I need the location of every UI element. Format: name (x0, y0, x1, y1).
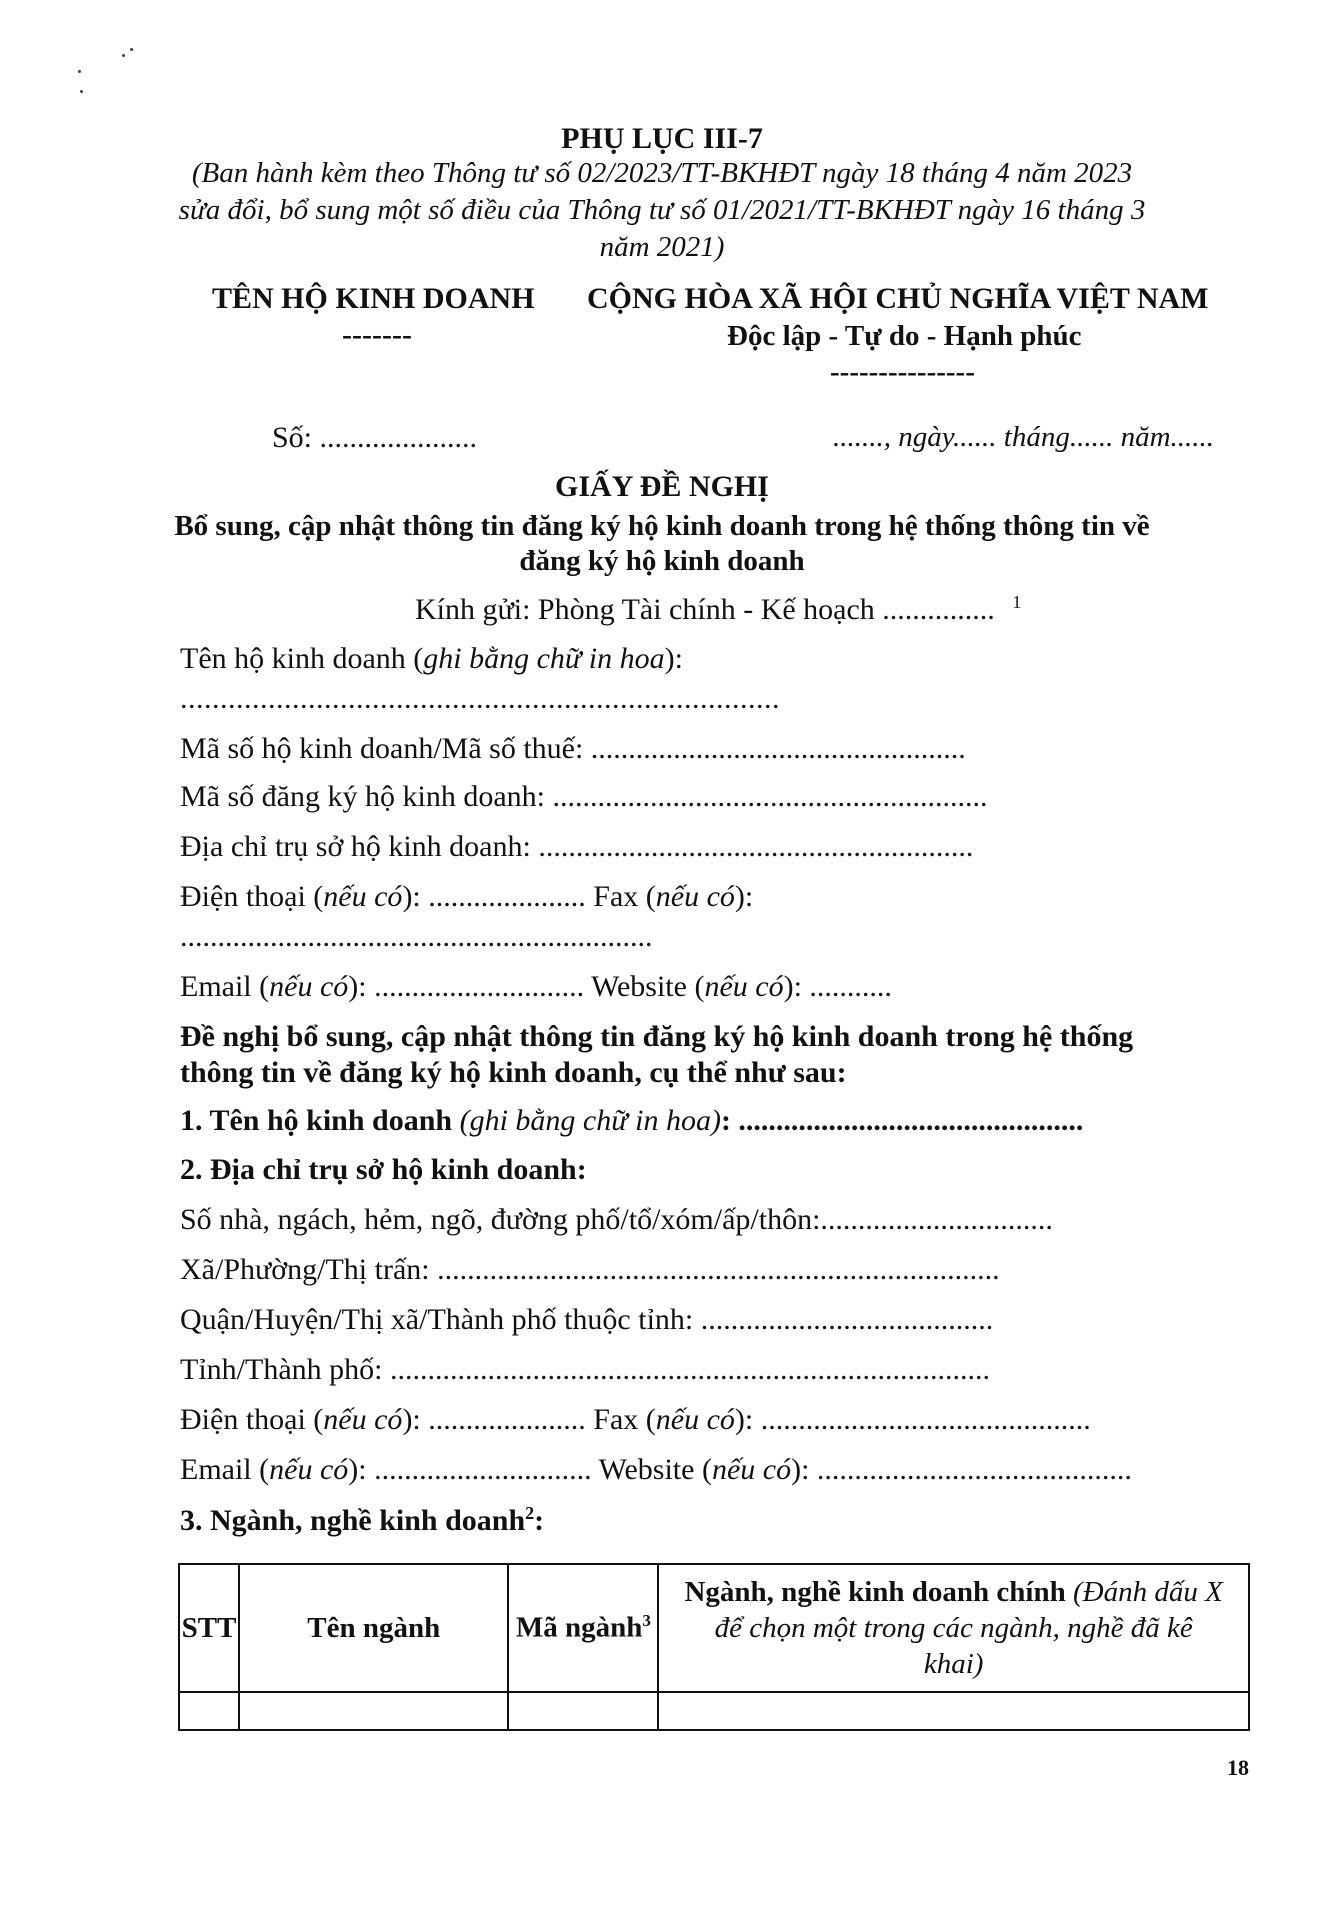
business-name-label: Tên hộ kinh doanh (ghi bằng chữ in hoa): (180, 642, 683, 675)
page-number: 18 (1227, 1755, 1249, 1780)
recipient-text: Kính gửi: Phòng Tài chính - Kế hoạch ............... (415, 593, 995, 626)
phone-fax-field-2[interactable]: Điện thoại (nếu có): ..................... Fax (nếu có): ............................................ (180, 1403, 1091, 1436)
country-name: CỘNG HÒA XÃ HỘI CHỦ NGHĨA VIỆT NAM (587, 282, 1209, 315)
table-row (179, 1692, 1249, 1730)
district-field[interactable]: Quận/Huyện/Thị xã/Thành phố thuộc tỉnh: ....................................... (180, 1303, 994, 1336)
issue-note-line3: năm 2021) (599, 231, 725, 263)
registration-code-field[interactable]: Mã số đăng ký hộ kinh doanh: .......................................................... (180, 780, 988, 813)
date-field[interactable]: ......., ngày...... tháng...... năm...... (833, 421, 1215, 453)
section3-heading: 3. Ngành, nghề kinh doanh$^2$: (180, 1503, 545, 1537)
col-industry-name: Tên ngành (239, 1564, 508, 1692)
issue-note-line2: sửa đổi, bổ sung một số điều của Thông tư số 01/2021/TT-BKHĐT ngày 16 tháng 3 (178, 194, 1146, 226)
scan-specks (78, 48, 148, 108)
form-title: GIẤY ĐỀ NGHỊ (555, 470, 769, 503)
footnote-marker-1: 1 (1012, 592, 1022, 612)
email-website-field-2[interactable]: Email (nếu có): ............................. Website (nếu có): .......................................... (180, 1453, 1132, 1486)
issue-note-line1: (Ban hành kèm theo Thông tư số 02/2023/TT-BKHĐT ngày 18 tháng 4 năm 2023 (191, 157, 1133, 189)
recipient-line (415, 592, 1021, 627)
business-lines-table (178, 1563, 1250, 1731)
cell-main-industry[interactable] (658, 1692, 1249, 1730)
col-main-industry: Ngành, nghề kinh doanh chính (Đánh dấu X để chọn một trong các ngành, nghề đã kê khai) (658, 1564, 1249, 1692)
appendix-title: PHỤ LỤC III-7 (561, 122, 763, 155)
form-subtitle-line2: đăng ký hộ kinh doanh (519, 545, 805, 577)
email-website-field[interactable]: Email (nếu có): ............................ Website (nếu có): ........... (180, 970, 892, 1003)
address-field[interactable]: Địa chỉ trụ sở hộ kinh doanh: .......................................................... (180, 830, 974, 863)
street-field[interactable]: Số nhà, ngách, hẻm, ngõ, đường phố/tổ/xóm/ấp/thôn:............................... (180, 1203, 1053, 1236)
table-header-row (179, 1564, 1249, 1692)
business-name-field[interactable]: ........................................................................... (180, 682, 780, 715)
col-industry-code: Mã ngành$^3$ (508, 1564, 658, 1692)
col-stt: STT (179, 1564, 239, 1692)
tax-code-field[interactable]: Mã số hộ kinh doanh/Mã số thuế: .................................................. (180, 732, 966, 765)
ward-field[interactable]: Xã/Phường/Thị trấn: ........................................................................... (180, 1253, 1000, 1286)
cell-stt[interactable] (179, 1692, 239, 1730)
fax-continuation-field[interactable]: ............................................................... (180, 920, 653, 953)
section1-business-name[interactable]: 1. Tên hộ kinh doanh (ghi bằng chữ in hoa): .............................................. (180, 1104, 1084, 1137)
section2-heading: 2. Địa chỉ trụ sở hộ kinh doanh: (180, 1153, 587, 1186)
left-rule: ------- (342, 318, 412, 351)
cell-industry-code[interactable] (508, 1692, 658, 1730)
document-number-field[interactable]: Số: ..................... (272, 421, 478, 454)
request-line2: thông tin về đăng ký hộ kinh doanh, cụ thể như sau: (180, 1056, 847, 1089)
cell-industry-name[interactable] (239, 1692, 508, 1730)
phone-fax-field[interactable]: Điện thoại (nếu có): ..................... Fax (nếu có): (180, 880, 754, 913)
business-name-heading: TÊN HỘ KINH DOANH (212, 282, 535, 315)
province-field[interactable]: Tỉnh/Thành phố: ................................................................................ (180, 1353, 990, 1386)
request-line1: Đề nghị bổ sung, cập nhật thông tin đăng ký hộ kinh doanh trong hệ thống (180, 1020, 1134, 1053)
motto-rule: --------------- (830, 356, 975, 388)
form-subtitle-line1: Bổ sung, cập nhật thông tin đăng ký hộ kinh doanh trong hệ thống thông tin về (174, 510, 1150, 542)
motto: Độc lập - Tự do - Hạnh phúc (727, 320, 1082, 352)
